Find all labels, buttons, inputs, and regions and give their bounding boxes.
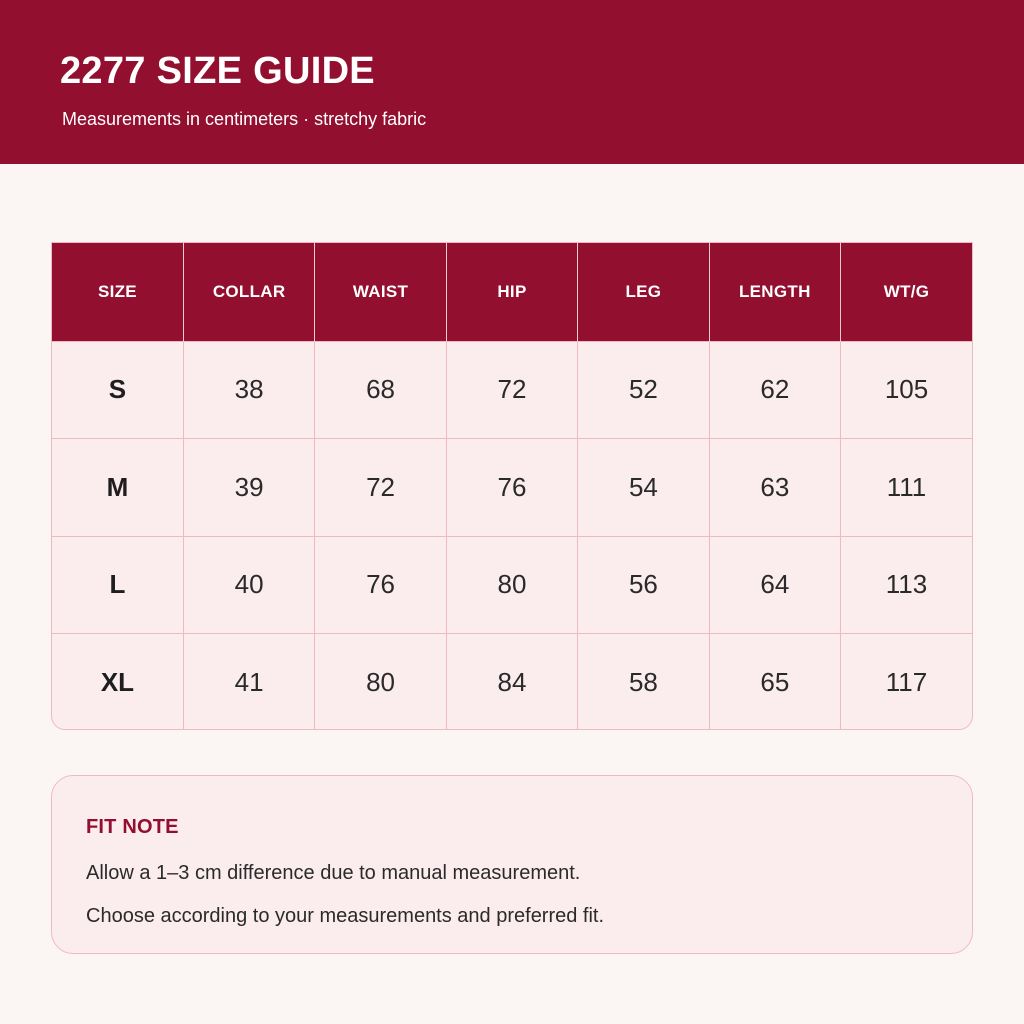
table-cell: 76 (315, 536, 446, 634)
page-subtitle: Measurements in centimeters · stretchy fabric (62, 109, 427, 129)
table-header-row (52, 243, 972, 341)
table-cell: 72 (446, 341, 577, 439)
table-cell: 80 (315, 634, 446, 731)
table-cell: 64 (709, 536, 840, 634)
table-cell: 52 (578, 341, 709, 439)
table-cell: 105 (841, 341, 972, 439)
header-banner (0, 0, 1024, 164)
column-header-weight: WT/G (883, 281, 930, 301)
table-row (52, 634, 972, 731)
size-table (52, 243, 972, 730)
table-cell: 65 (709, 634, 840, 731)
fit-note-panel (51, 775, 973, 954)
table-cell: 80 (446, 536, 577, 634)
table-cell: 54 (578, 439, 709, 537)
size-label: M (52, 439, 183, 537)
table-cell: 76 (446, 439, 577, 537)
table-cell: 63 (709, 439, 840, 537)
table-row (52, 341, 972, 439)
size-label: S (52, 341, 183, 439)
table-cell: 113 (841, 536, 972, 634)
column-header-leg: LEG (578, 243, 709, 341)
fit-note-line: Allow a 1–3 cm difference due to manual measurement. (86, 862, 581, 884)
table-cell: 68 (315, 341, 446, 439)
table-cell: 39 (183, 439, 314, 537)
table-cell: 117 (841, 634, 972, 731)
column-header-hip: HIP (446, 243, 577, 341)
table-cell: 111 (841, 439, 972, 537)
column-header-size: SIZE (52, 243, 183, 341)
size-table-container (51, 242, 973, 730)
fit-note-line: Choose according to your measurements and preferred fit. (86, 905, 605, 927)
table-cell: 40 (183, 536, 314, 634)
table-cell: 58 (578, 634, 709, 731)
table-cell: 41 (183, 634, 314, 731)
table-cell: 72 (315, 439, 446, 537)
table-cell: 84 (446, 634, 577, 731)
fit-note-title: FIT NOTE (86, 816, 179, 838)
table-row (52, 439, 972, 537)
table-cell: 62 (709, 341, 840, 439)
column-header-collar: COLLAR (183, 243, 314, 341)
column-header-length: LENGTH (709, 243, 840, 341)
table-row (52, 536, 972, 634)
page-title: 2277 SIZE GUIDE (60, 50, 375, 92)
column-header-waist: WAIST (315, 243, 446, 341)
size-label: L (52, 536, 183, 634)
table-cell: 38 (183, 341, 314, 439)
table-cell: 56 (578, 536, 709, 634)
size-label: XL (52, 634, 183, 731)
